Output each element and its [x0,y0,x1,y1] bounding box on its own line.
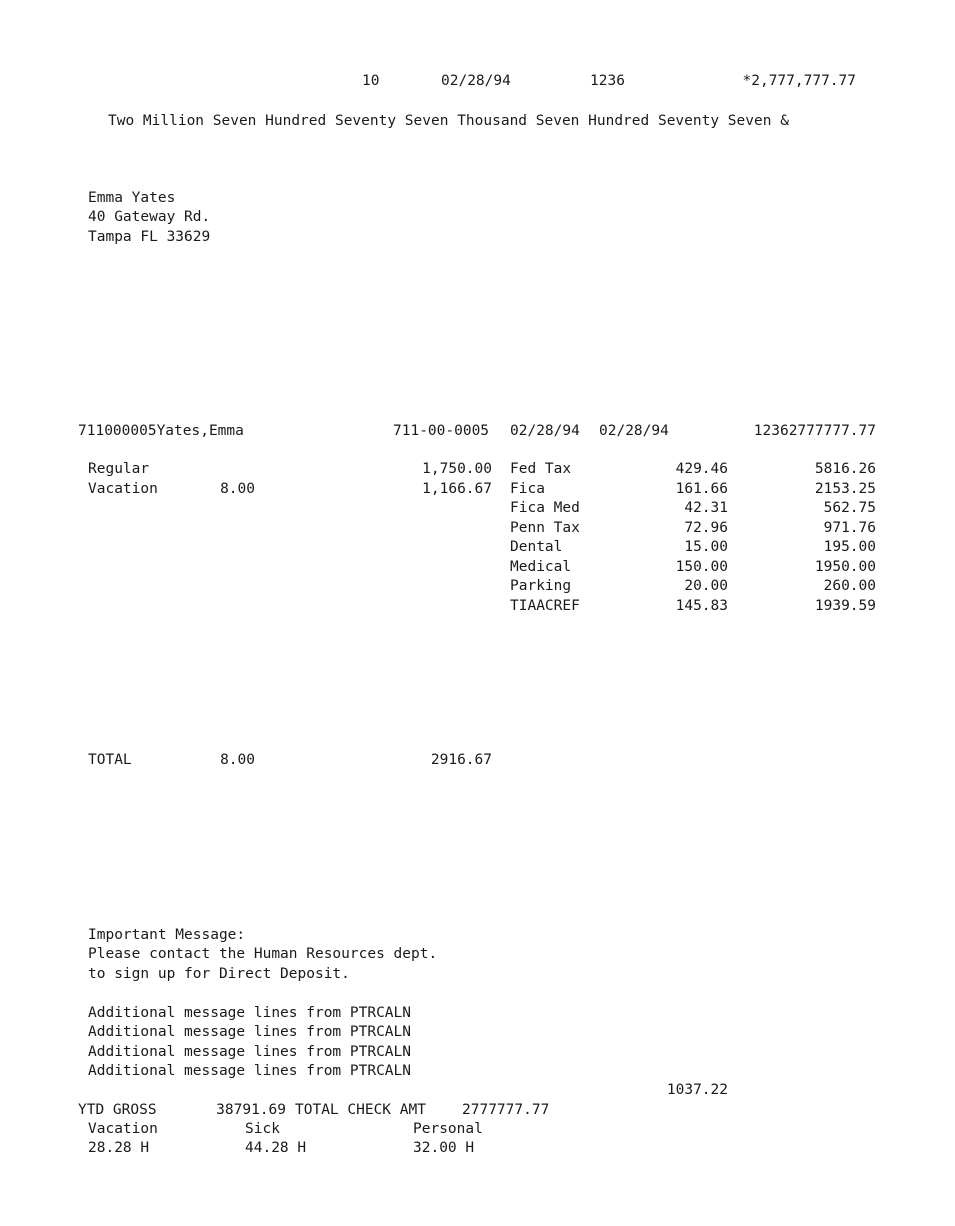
deductions-total: 1037.22 [666,1082,728,1098]
deduction-ytd: 5816.26 [814,461,876,477]
check-amount-words: Two Million Seven Hundred Seventy Seven Thousand Seven Hundred Seventy Seven & [108,113,789,129]
leave-header-vacation: Vacation [88,1121,158,1137]
message-line: Important Message: [88,927,246,943]
check-amount: *2,777,777.77 [742,73,856,89]
payee-address-line1: 40 Gateway Rd. [88,209,211,225]
total-check-label: TOTAL CHECK AMT [295,1102,426,1118]
leave-header-personal: Personal [413,1121,483,1137]
total-hours: 8.00 [220,752,255,768]
stub-ref: 12362777777.77 [753,423,876,439]
ytd-gross-value: 38791.69 [216,1102,286,1118]
deduction-current: 429.46 [675,461,728,477]
deduction-ytd: 195.00 [823,539,876,555]
deduction-current: 161.66 [675,481,728,497]
deduction-label: Dental [510,539,563,555]
deduction-ytd: 1939.59 [814,598,876,614]
deduction-current: 20.00 [684,578,728,594]
earning-hours: 8.00 [220,481,255,497]
check-date: 02/28/94 [441,73,511,89]
total-label: TOTAL [88,752,132,768]
additional-message-line: Additional message lines from PTRCALN [88,1063,412,1079]
earning-label: Vacation [88,481,158,497]
deduction-ytd: 260.00 [823,578,876,594]
payee-address-line2: Tampa FL 33629 [88,229,211,245]
deduction-ytd: 562.75 [823,500,876,516]
total-check-value: 2777777.77 [462,1102,550,1118]
leave-value-personal: 32.00 H [413,1140,475,1156]
stub-employee: 711000005Yates,Emma [78,423,244,439]
deduction-label: TIAACREF [510,598,580,614]
check-number: 10 [362,73,380,89]
additional-message-line: Additional message lines from PTRCALN [88,1005,412,1021]
stub-period-start: 02/28/94 [510,423,580,439]
deduction-ytd: 1950.00 [814,559,876,575]
deduction-label: Fica [510,481,545,497]
earning-amount: 1,166.67 [422,481,492,497]
check-code: 1236 [590,73,625,89]
deduction-label: Fed Tax [510,461,572,477]
payee-name: Emma Yates [88,190,176,206]
deduction-ytd: 971.76 [823,520,876,536]
deduction-label: Parking [510,578,572,594]
deduction-current: 15.00 [684,539,728,555]
deduction-current: 72.96 [684,520,728,536]
deduction-current: 150.00 [675,559,728,575]
leave-value-vacation: 28.28 H [88,1140,150,1156]
stub-ssn: 711-00-0005 [393,423,490,439]
deduction-label: Fica Med [510,500,580,516]
additional-message-line: Additional message lines from PTRCALN [88,1024,412,1040]
earning-label: Regular [88,461,150,477]
deduction-label: Medical [510,559,572,575]
message-line: to sign up for Direct Deposit. [88,966,350,982]
deduction-current: 145.83 [675,598,728,614]
stub-period-end: 02/28/94 [599,423,669,439]
earning-amount: 1,750.00 [422,461,492,477]
total-amount: 2916.67 [430,752,492,768]
deduction-label: Penn Tax [510,520,580,536]
additional-message-line: Additional message lines from PTRCALN [88,1044,412,1060]
leave-header-sick: Sick [245,1121,280,1137]
leave-value-sick: 44.28 H [245,1140,307,1156]
deduction-ytd: 2153.25 [814,481,876,497]
ytd-gross-label: YTD GROSS [78,1102,157,1118]
message-line: Please contact the Human Resources dept. [88,946,438,962]
deduction-current: 42.31 [684,500,728,516]
